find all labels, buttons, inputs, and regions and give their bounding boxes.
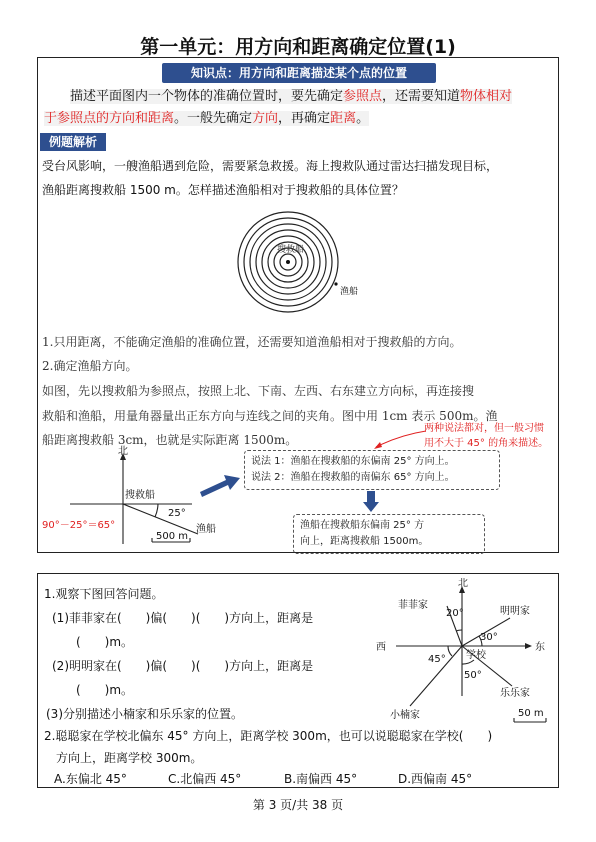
- knowledge-text: 。一般先确定: [174, 111, 253, 126]
- down-arrow: [363, 491, 379, 513]
- knowledge-text: ，再确定: [278, 111, 331, 126]
- solution-2: 2.确定渔船方向。: [42, 359, 138, 373]
- map-east-arrow: [525, 643, 532, 649]
- question-1-2-distance: ( )m。: [76, 683, 134, 697]
- page-footer: 第 3 页/共 38 页: [252, 798, 344, 812]
- solution-3-line-2: 救船和渔船，用量角器量出正东方向与连线之间的夹角。图中用 1cm 表示 500m。渔: [42, 409, 498, 423]
- problem-line-2: 渔船距离搜救船 1500 m。怎样描述渔船相对于搜救船的具体位置？: [42, 183, 404, 197]
- map-east-label: 东: [535, 642, 545, 653]
- radar-boat-label: 渔船: [340, 287, 359, 297]
- angle-label: 25°: [168, 508, 186, 519]
- red-note-line-1: 两种说法都对，但一般习惯: [424, 423, 544, 434]
- map-xiaonan-label: 小楠家: [390, 710, 420, 721]
- radar-diagram: [230, 210, 370, 320]
- question-1-1-distance: ( )m。: [76, 635, 134, 649]
- radar-center-dot: [286, 260, 290, 264]
- knowledge-text: 。: [356, 111, 370, 126]
- two-sayings-box: [244, 450, 500, 490]
- question-2-line-2: 方向上，距离学校 300m。: [56, 751, 203, 765]
- question-1-3: (3)分别描述小楠家和乐乐家的位置。: [46, 707, 243, 721]
- question-1: 1.观察下图回答问题。: [44, 587, 164, 601]
- knowledge-keyword: 方向: [252, 111, 279, 126]
- map-angle-30: 30°: [480, 632, 498, 643]
- option-b: B.南偏西 45°: [284, 772, 358, 786]
- map-north-label: 北: [458, 578, 468, 589]
- school-map: [370, 578, 556, 726]
- knowledge-keyword: 于参照点的方向和距离: [44, 111, 175, 126]
- knowledge-line-2: [44, 108, 369, 130]
- saying-1: 说法 1：渔船在搜救船的东偏南 25° 方向上。: [251, 456, 455, 467]
- map-school-label: 学校: [466, 650, 486, 661]
- knowledge-keyword: 参照点: [343, 89, 383, 104]
- problem-line-1: 受台风影响，一艘渔船遇到危险，需要紧急救援。海上搜救队通过雷达扫描发现目标，: [42, 159, 499, 173]
- option-a: A.东偏北 45°: [54, 772, 127, 786]
- map-feifei-label: 菲菲家: [398, 600, 428, 611]
- knowledge-text: ，还需要知道: [382, 89, 461, 104]
- arc-20: [456, 630, 462, 631]
- question-2-line-1: 2.聪聪家在学校北偏东 45° 方向上，距离学校 300m，也可以说聪聪家在学校( ): [44, 729, 493, 743]
- solution-1: 1.只用距离，不能确定渔船的准确位置，还需要知道渔船相对于搜救船的方向。: [42, 335, 462, 349]
- scale-label: 500 m: [156, 531, 189, 542]
- answer-box: [293, 514, 485, 554]
- option-c: C.北偏西 45°: [168, 772, 242, 786]
- angle-arc: [155, 504, 158, 517]
- solution-3-line-1: 如图，先以搜救船为参照点，按照上北、下南、左西、右东建立方向标，再连接搜: [42, 384, 475, 398]
- answer-line-1: 渔船在搜救船东偏南 25° 方: [300, 520, 425, 531]
- map-west-label: 西: [376, 642, 386, 653]
- map-angle-45: 45°: [428, 654, 446, 665]
- boat-label: 渔船: [196, 524, 216, 535]
- question-1-1: (1)菲菲家在( )偏( )( )方向上，距离是: [52, 611, 314, 625]
- arc-45: [448, 646, 452, 656]
- map-scale-label: 50 m: [518, 708, 544, 719]
- map-lele-label: 乐乐家: [500, 688, 530, 699]
- knowledge-keyword: 物体相对: [460, 89, 513, 104]
- red-note-line-2: 用不大于 45° 的角来描述。: [424, 438, 549, 449]
- map-angle-50: 50°: [464, 670, 482, 681]
- answer-line-2: 向上，距离搜救船 1500m。: [300, 536, 429, 547]
- boat-dot: [334, 282, 337, 285]
- north-label: 北: [118, 446, 128, 457]
- knowledge-keyword: 距离: [330, 111, 357, 126]
- ship-label: 搜救船: [125, 490, 155, 501]
- option-d: D.西偏南 45°: [398, 772, 473, 786]
- example-tag: 例题解析: [40, 133, 106, 151]
- solution-3-line-3: 船距离搜救船 3cm，也就是实际距离 1500m。: [42, 433, 298, 447]
- angle-formula: 90°－25°＝65°: [42, 520, 116, 531]
- blue-arrow: [198, 472, 242, 498]
- radar-center-label: 搜救船: [277, 245, 305, 255]
- map-angle-20: 20°: [446, 608, 464, 619]
- question-1-2: (2)明明家在( )偏( )( )方向上，距离是: [52, 659, 314, 673]
- ship-boat-line: [123, 504, 198, 534]
- knowledge-text: 描述平面图内一个物体的准确位置时，要先确定: [70, 89, 344, 104]
- red-note: [424, 421, 548, 451]
- page-title: 第一单元：用方向和距离确定位置(1): [140, 36, 456, 58]
- map-mingming-label: 明明家: [500, 606, 530, 617]
- red-note-arrow: [370, 425, 430, 453]
- knowledge-banner: 知识点：用方向和距离描述某个点的位置: [162, 63, 436, 83]
- knowledge-line-1: [70, 86, 512, 108]
- saying-2: 说法 2：渔船在搜救船的南偏东 65° 方向上。: [251, 472, 455, 483]
